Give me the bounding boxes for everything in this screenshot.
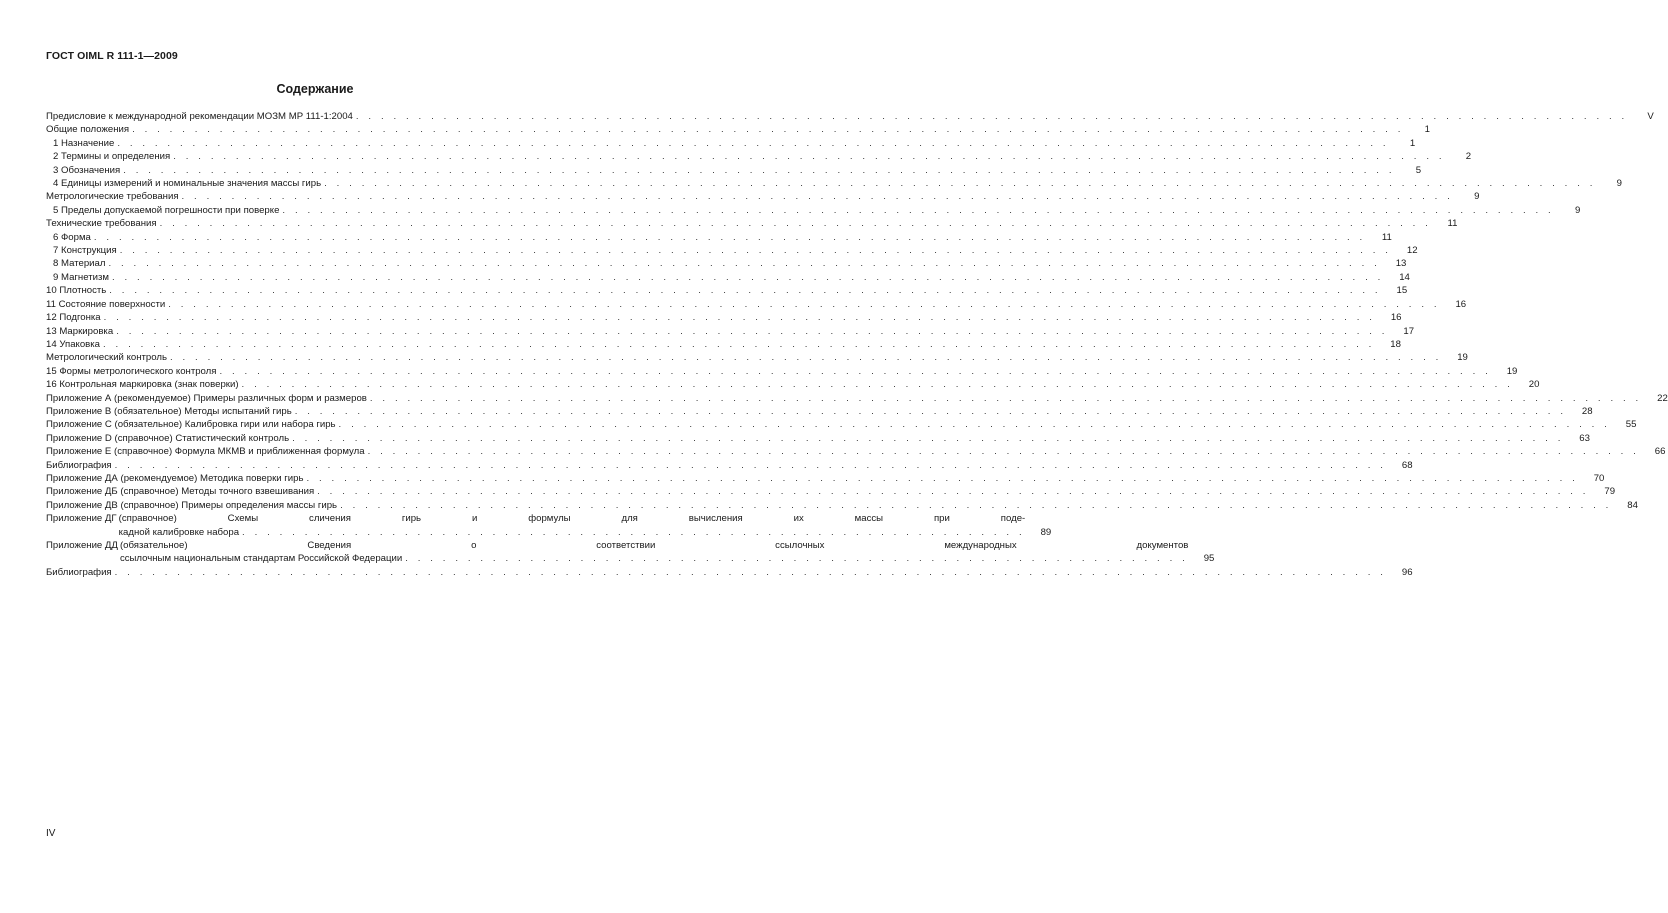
- toc-entry-title: Приложение ДА (рекомендуемое) Методика поверки гирь: [46, 472, 304, 484]
- toc-leader: [219, 365, 1491, 378]
- toc-leader: [109, 284, 1381, 297]
- toc-leader: [242, 526, 1025, 539]
- toc-leader: [295, 405, 1567, 418]
- toc-entry-title-line2: ссылочным национальным стандартам Российской Федерации: [119, 553, 403, 565]
- toc-entry[interactable]: [46, 311, 1402, 324]
- toc-entry-title: Общие положения: [46, 124, 130, 136]
- toc-entry-title-line1: (справочное) Схемы сличения гирь и формулы для вычисления их массы при поде-: [118, 513, 1026, 525]
- toc-entry[interactable]: [46, 405, 1593, 418]
- toc-leader: [168, 298, 1440, 311]
- toc-entry-page: 66: [1654, 446, 1666, 458]
- toc-leader: [340, 499, 1612, 512]
- document-id: ГОСТ OIML R 111-1—2009: [46, 50, 178, 62]
- toc-entry[interactable]: [46, 485, 1616, 498]
- toc-entry[interactable]: [46, 190, 1480, 203]
- toc-entry[interactable]: [46, 539, 1215, 566]
- toc-entry-page: 9: [1616, 178, 1622, 190]
- toc-entry-title: Метрологический контроль: [46, 352, 167, 364]
- toc-entry[interactable]: [46, 123, 1430, 136]
- toc-entry[interactable]: [46, 445, 1666, 458]
- toc-leader: [116, 325, 1388, 338]
- toc-leader: [242, 378, 1514, 391]
- toc-leader: [317, 485, 1589, 498]
- toc-entry[interactable]: [46, 365, 1518, 378]
- toc-leader: [339, 418, 1611, 431]
- toc-entry-title: Технические требования: [46, 218, 157, 230]
- toc-leader: [120, 244, 1392, 257]
- toc-leader: [368, 445, 1640, 458]
- toc-entry-label: Приложение ДД: [46, 540, 118, 551]
- toc-entry-title: Приложение С (обязательное) Калибровка гири или набора гирь: [46, 419, 336, 431]
- toc-entry-title: 2 Термины и определения: [53, 151, 171, 163]
- toc-entry-title: Библиография: [46, 566, 112, 578]
- toc-entry-page: 5: [1415, 164, 1422, 176]
- toc-entry-page: 96: [1401, 566, 1413, 578]
- toc-entry-title: 12 Подгонка: [46, 312, 101, 324]
- toc-leader: [104, 311, 1376, 324]
- toc-entry[interactable]: [46, 499, 1638, 512]
- toc-entry-page: 16: [1455, 298, 1467, 310]
- toc-entry[interactable]: [46, 150, 1472, 163]
- toc-entry-title: Библиография: [46, 459, 112, 471]
- table-of-contents: [46, 110, 1668, 579]
- toc-entry-title: Приложение А (рекомендуемое) Примеры различных форм и размеров: [46, 392, 367, 404]
- toc-entry-page: 1: [1409, 137, 1416, 149]
- toc-entry-page: 12: [1406, 245, 1418, 257]
- toc-leader: [108, 257, 1380, 270]
- toc-entry[interactable]: [46, 177, 1622, 190]
- toc-entry[interactable]: [46, 418, 1637, 431]
- toc-leader: [306, 472, 1578, 485]
- toc-entry-title: 10 Плотность: [46, 285, 107, 297]
- toc-leader: [292, 432, 1564, 445]
- toc-entry[interactable]: [46, 244, 1418, 257]
- toc-entry-page: 13: [1395, 258, 1407, 270]
- toc-entry-page: 18: [1390, 338, 1401, 350]
- toc-entry-title: 6 Форма: [53, 231, 91, 243]
- toc-leader: [115, 566, 1387, 579]
- toc-entry[interactable]: [46, 338, 1401, 351]
- toc-title: Содержание: [276, 82, 354, 96]
- toc-entry-title: 15 Формы метрологического контроля: [46, 365, 217, 377]
- toc-entry-title: 5 Пределы допускаемой погрешности при поверке: [53, 204, 280, 216]
- toc-entry-page: 55: [1625, 419, 1637, 431]
- toc-entry-title: 1 Назначение: [53, 137, 115, 149]
- toc-entry[interactable]: [46, 110, 1654, 123]
- toc-entry-title: Приложение ДВ (справочное) Примеры определения массы гирь: [46, 499, 338, 511]
- toc-entry-title: 16 Контрольная маркировка (знак поверки): [46, 379, 239, 391]
- toc-leader: [170, 351, 1442, 364]
- toc-entry-title-line2: кадной калибровке набора: [118, 526, 240, 538]
- toc-entry-title: Приложение D (справочное) Статистический контроль: [46, 432, 290, 444]
- toc-leader: [173, 150, 1445, 163]
- toc-entry[interactable]: [46, 217, 1458, 230]
- toc-entry-page: 22: [1657, 392, 1668, 404]
- toc-entry-page: V: [1647, 111, 1654, 122]
- toc-leader: [115, 459, 1387, 472]
- toc-leader: [103, 338, 1375, 351]
- toc-entry[interactable]: [46, 257, 1407, 270]
- toc-entry-title: Приложение В (обязательное) Методы испытаний гирь: [46, 405, 292, 417]
- toc-entry-page: 89: [1040, 526, 1052, 538]
- toc-entry-page: 16: [1390, 312, 1402, 324]
- toc-entry-title: 11 Состояние поверхности: [46, 298, 166, 310]
- toc-entry-page: 79: [1604, 486, 1616, 498]
- toc-entry-title: 4 Единицы измерений и номинальные значения массы гирь: [53, 178, 322, 190]
- toc-entry-title-line1: (обязательное) Сведения о соответствии ссылочных международных документов: [119, 540, 1189, 551]
- toc-entry[interactable]: [46, 204, 1581, 217]
- toc-leader: [405, 552, 1188, 565]
- toc-entry-page: 63: [1579, 432, 1590, 444]
- toc-entry-page: 17: [1403, 325, 1415, 337]
- toc-entry-title: Приложение Е (справочное) Формула МКМВ и приближенная формула: [46, 446, 365, 458]
- toc-entry-page: 20: [1528, 379, 1540, 391]
- toc-entry-page: 19: [1457, 352, 1468, 364]
- toc-entry[interactable]: [46, 137, 1416, 150]
- toc-entry[interactable]: [46, 392, 1668, 405]
- toc-leader: [356, 110, 1628, 123]
- toc-entry-page: 28: [1581, 405, 1593, 417]
- toc-entry-page: 11: [1381, 231, 1392, 243]
- toc-entry[interactable]: [46, 271, 1410, 284]
- toc-entry[interactable]: [46, 231, 1392, 244]
- toc-entry-title: 9 Магнетизм: [53, 271, 109, 283]
- toc-entry-page: 1: [1424, 124, 1430, 136]
- toc-entry[interactable]: [46, 432, 1590, 445]
- toc-leader: [182, 190, 1454, 203]
- toc-entry-page: 9: [1574, 204, 1581, 216]
- toc-leader: [370, 392, 1642, 405]
- toc-entry-title: Приложение ДБ (справочное) Методы точного взвешивания: [46, 486, 315, 498]
- toc-entry-title: 14 Упаковка: [46, 338, 101, 350]
- toc-entry-title: Метрологические требования: [46, 191, 179, 203]
- toc-entry-page: 84: [1627, 499, 1638, 511]
- toc-leader: [117, 137, 1389, 150]
- toc-entry-title: 7 Конструкция: [53, 245, 117, 257]
- toc-entry-page: 11: [1447, 218, 1458, 230]
- toc-entry[interactable]: [46, 472, 1605, 485]
- toc-leader: [324, 177, 1596, 190]
- toc-entry[interactable]: [46, 459, 1413, 472]
- toc-entry-page: 19: [1506, 365, 1518, 377]
- toc-entry[interactable]: [46, 164, 1422, 177]
- toc-leader: [112, 271, 1384, 284]
- toc-entry[interactable]: [46, 378, 1540, 391]
- toc-entry[interactable]: [46, 298, 1467, 311]
- toc-entry-page: 15: [1396, 285, 1408, 297]
- toc-entry[interactable]: [46, 325, 1415, 338]
- toc-entry[interactable]: [46, 351, 1468, 364]
- toc-entry[interactable]: [46, 512, 1052, 539]
- toc-leader: [123, 164, 1395, 177]
- toc-entry-title: 8 Материал: [53, 258, 106, 270]
- toc-entry-page: 2: [1465, 151, 1472, 163]
- toc-entry-title: 3 Обозначения: [53, 164, 121, 176]
- toc-entry-page: 95: [1203, 553, 1215, 565]
- toc-entry[interactable]: [46, 566, 1413, 579]
- toc-entry-page: 70: [1593, 472, 1605, 484]
- toc-entry-page: 68: [1401, 459, 1413, 471]
- toc-leader: [94, 231, 1366, 244]
- toc-entry[interactable]: [46, 284, 1408, 297]
- toc-entry-title: 13 Маркировка: [46, 325, 114, 337]
- toc-entry-title: Предисловие к международной рекомендации МОЗМ МР 111-1:2004: [46, 111, 353, 122]
- toc-leader: [160, 217, 1432, 230]
- toc-leader: [282, 204, 1554, 217]
- page-number: IV: [46, 828, 56, 839]
- toc-entry-label: Приложение ДГ: [46, 513, 117, 525]
- toc-entry-page: 14: [1399, 271, 1410, 283]
- toc-entry-page: 9: [1474, 191, 1480, 203]
- toc-leader: [132, 123, 1404, 136]
